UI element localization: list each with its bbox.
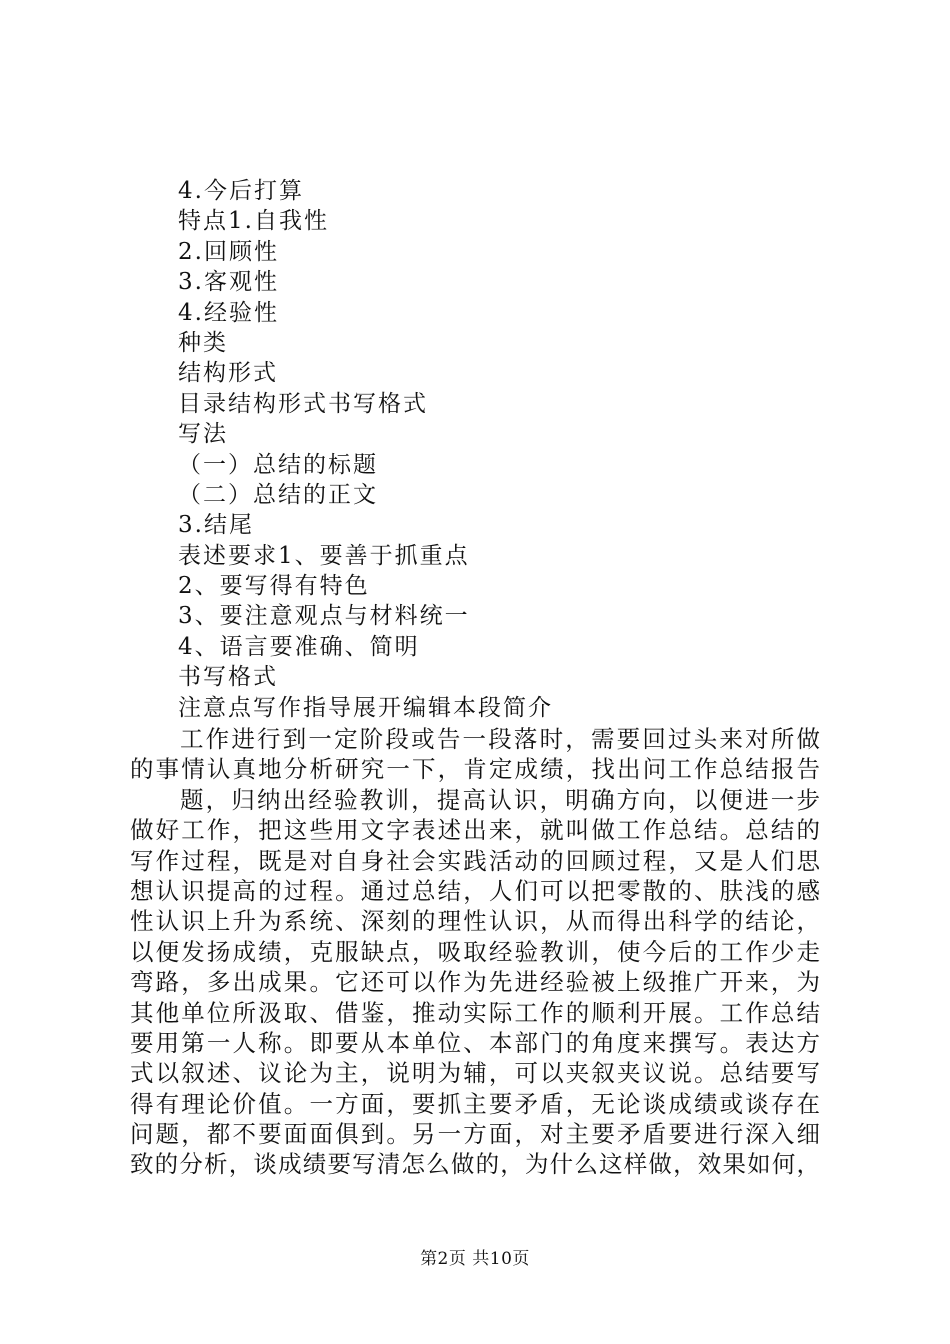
outline-item: 书写格式 (178, 664, 278, 691)
paragraph-line: 问题，都不要面面俱到。另一方面，对主要矛盾要进行深入细 (130, 1120, 820, 1149)
paragraph-line: 做好工作，把这些用文字表述出来，就叫做工作总结。总结的 (130, 816, 820, 845)
paragraph-line: 工作进行到一定阶段或告一段落时，需要回过头来对所做 (180, 725, 820, 753)
outline-item: 3、要注意观点与材料统一 (178, 603, 470, 630)
outline-item: 注意点写作指导展开编辑本段简介 (178, 694, 553, 721)
outline-item: 特点1.自我性 (178, 208, 329, 235)
paragraph-line: 弯路，多出成果。它还可以作为先进经验被上级推广开来，为 (130, 968, 820, 997)
outline-item: 目录结构形式书写格式 (178, 390, 428, 417)
outline-item: 3.客观性 (178, 269, 279, 296)
outline-item: 种类 (178, 329, 228, 356)
paragraph-line: 的事情认真地分析研究一下，肯定成绩，找出问工作总结报告 (130, 755, 820, 784)
paragraph-line: 以便发扬成绩，克服缺点，吸取经验教训，使今后的工作少走 (130, 937, 820, 966)
paragraph-line: 题，归纳出经验教训，提高认识，明确方向，以便进一步 (180, 785, 820, 814)
outline-item: 结构形式 (178, 360, 278, 387)
paragraph-line: 要用第一人称。即要从本单位、本部门的角度来撰写。表达方 (130, 1028, 820, 1057)
outline-item: 表述要求1、要善于抓重点 (178, 542, 470, 569)
body-paragraph (130, 724, 820, 1180)
outline-item: （一）总结的标题 (178, 451, 378, 478)
outline-item: 2.回顾性 (178, 238, 279, 265)
outline-item: 写法 (178, 421, 228, 448)
outline-item: 2、要写得有特色 (178, 573, 370, 600)
paragraph-line: 其他单位所汲取、借鉴，推动实际工作的顺利开展。工作总结 (130, 998, 820, 1027)
paragraph-line: 式以叙述、议论为主，说明为辅，可以夹叙夹议说。总结要写 (130, 1059, 820, 1088)
outline-item: 3.结尾 (178, 512, 254, 539)
paragraph-line: 致的分析，谈成绩要写清怎么做的，为什么这样做，效果如何， (130, 1150, 820, 1179)
paragraph-line: 想认识提高的过程。通过总结，人们可以把零散的、肤浅的感 (130, 876, 820, 905)
outline-item: 4.今后打算 (178, 178, 304, 204)
paragraph-line: 写作过程，既是对自身社会实践活动的回顾过程，又是人们思 (130, 846, 820, 875)
paragraph-line: 得有理论价值。一方面，要抓主要矛盾，无论谈成绩或谈存在 (130, 1089, 820, 1118)
outline-item: 4.经验性 (178, 299, 279, 326)
paragraph-line: 性认识上升为系统、深刻的理性认识，从而得出科学的结论， (130, 907, 820, 936)
outline-item: 4、语言要准确、简明 (178, 633, 420, 660)
outline-list (178, 176, 553, 723)
page-footer: 第2页 共10页 (420, 1249, 530, 1269)
outline-item: （二）总结的正文 (178, 481, 378, 508)
